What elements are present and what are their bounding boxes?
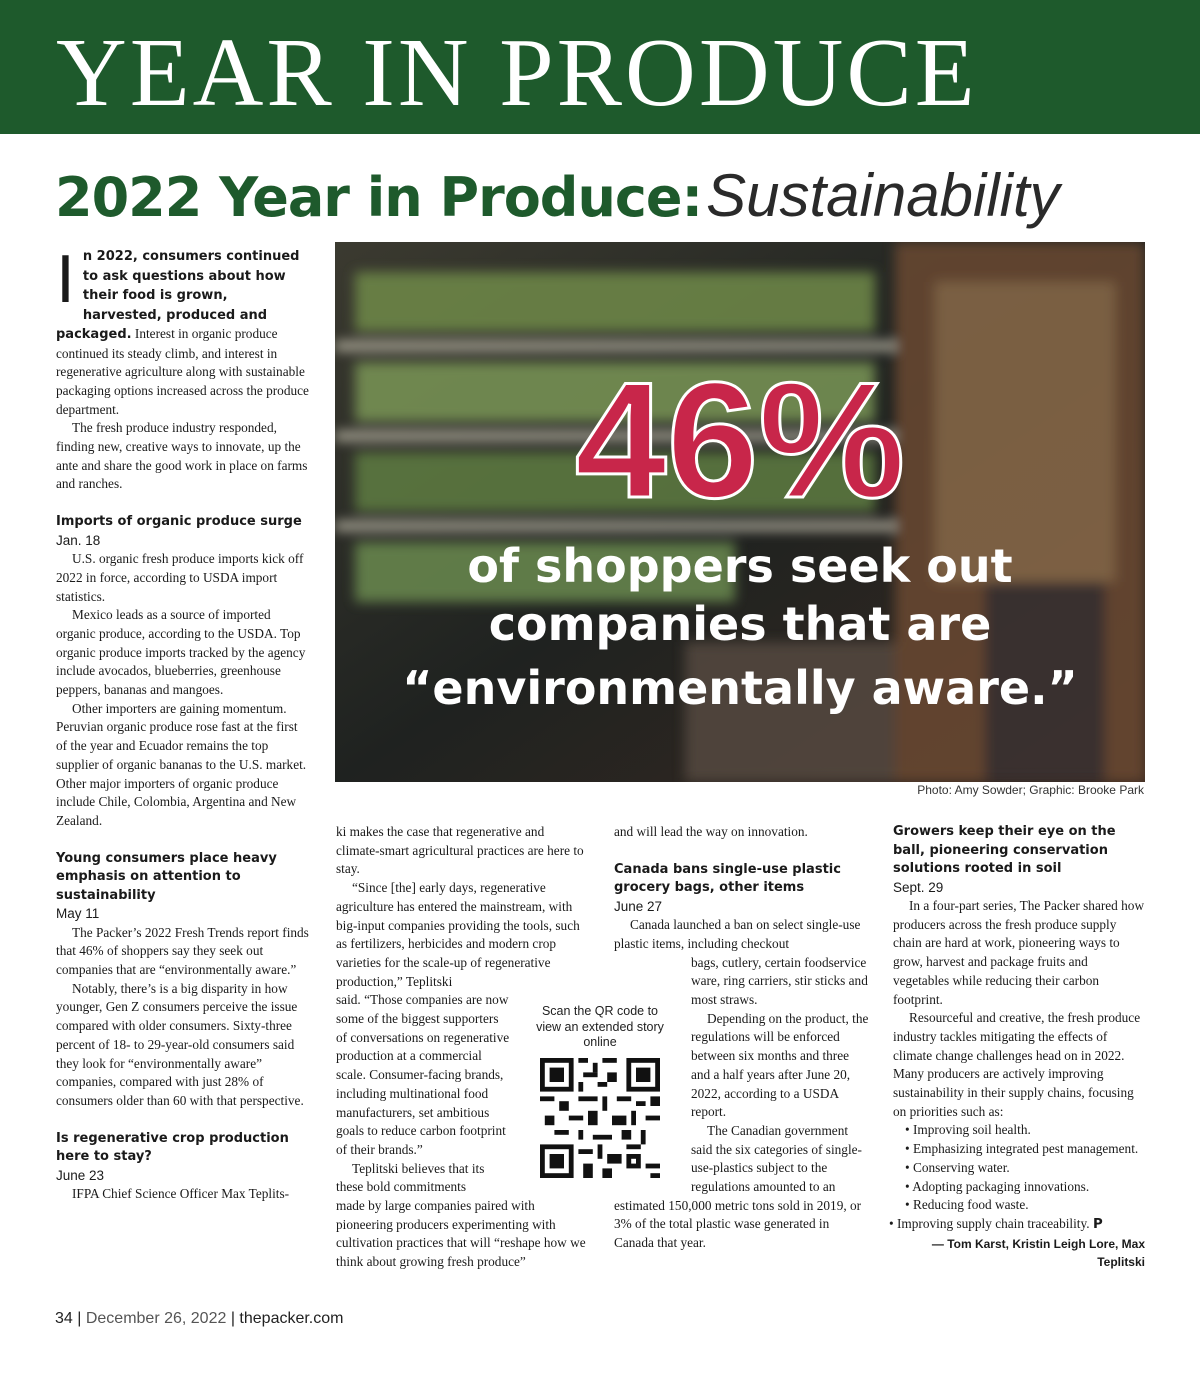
paragraph: U.S. organic fresh produce imports kick off 2022 in force, according to USDA import statistics. — [56, 551, 304, 604]
section-heading: Growers keep their eye on the ball, pioneering conservation solutions rooted in soil — [893, 824, 1116, 876]
stat-number: 46% — [574, 348, 906, 532]
lead-text: Interest in organic produce continued its steady climb, and interest in regenerative agriculture along with sustainable packaging options increased across the produce department. — [56, 326, 309, 417]
section-heading: Imports of organic produce surge — [56, 514, 302, 530]
paragraph: Other importers are gaining momentum. Peruvian organic produce rose fast at the first of the year and Ecuador remains the top supplier of organic bananas to the U.S. market. Other major importers of organic produce include Chile, Colombia, Argentina and New Zealand. — [56, 700, 307, 828]
paragraph: Notably, there’s is a big disparity in how younger, Gen Z consumers perceive the issue compared with older consumers. Sixty-three percent of 18- to 29-year-old consumers said they look for “environmentally aware” companies, compared with just 28% of consumers older than 60 with that perspective. — [56, 980, 304, 1108]
paragraph: “Since [the] early days, regenerative agriculture has entered the mainstream, with big-input companies providing the tools, such as fertilizers, herbicides and modern crop varieties for the scale-up of regenerative production,” Teplitski — [336, 880, 580, 989]
section-date: Jan. 18 — [56, 532, 101, 548]
paragraph: bags, cutlery, certain foodservice ware, ring carriers, stir sticks and most straws. — [691, 954, 868, 1008]
bullet-item: • Emphasizing integrated pest management. — [905, 1141, 1139, 1157]
paragraph: Canada launched a ban on select single-use plastic items, including checkout — [614, 917, 861, 951]
paragraph: In a four-part series, The Packer shared how producers across the fresh produce supply chain are hard at work, pioneering ways to grow, harvest and package fruits and vegetables while reducing their carbon footprint. — [893, 898, 1145, 1007]
paragraph: The Canadian government said the six categories of single-use-plastics subject to the regulations amounted to an — [691, 1122, 862, 1195]
column-1 — [56, 247, 309, 1204]
paragraph: Depending on the product, the regulations will be enforced between six months and three and a half years after June 20, 2022, according to a USDA report. — [691, 1010, 869, 1120]
stat-quote-line: of shoppers seek out — [467, 539, 1013, 593]
qr-caption: Scan the QR code to view an extended story online — [536, 1004, 664, 1049]
paragraph: said. “Those companies are now some of the biggest supporters of conversations on regenerative production at a commercial scale. Consumer-facing brands, including multinational food manufacturers, set ambitious goals to reduce carbon footprint of their brands.” — [336, 992, 510, 1157]
section-heading: Young consumers place heavy emphasis on attention to sustainability — [56, 850, 277, 903]
section-heading: Canada bans single-use plastic grocery bags, other items — [614, 861, 841, 896]
page-footer — [55, 1310, 343, 1328]
photo-graphic — [335, 242, 1145, 782]
bullet-item: • Adopting packaging innovations. — [905, 1178, 1090, 1194]
paragraph: Resourceful and creative, the fresh produce industry tackles mitigating the effects of climate change challenges head on in 2022. Many producers are actively improving sustainability in their supply chains, focusing on priorities such as: — [893, 1010, 1141, 1119]
headline-italic: Sustainability — [706, 162, 1060, 229]
paragraph: IFPA Chief Science Officer Max Teplits- — [72, 1186, 290, 1202]
page-number: 34 — [55, 1310, 73, 1327]
paragraph: made by large companies paired with pioneering producers experimenting with cultivation practices that will “reshape how we think about growing fresh produce” — [336, 1198, 586, 1270]
section-date: May 11 — [56, 906, 100, 922]
photo-credit: Photo: Amy Sowder; Graphic: Brooke Park — [917, 783, 1144, 797]
paragraph: Teplitski believes that its these bold commitments — [336, 1160, 485, 1195]
paragraph: estimated 150,000 metric tons sold in 2019, or 3% of the total plastic wase generated in Canada that year. — [614, 1197, 862, 1251]
paragraph: The fresh produce industry responded, finding new, creative ways to innovate, up the ante and share the good work in place on farms and ranches. — [56, 420, 308, 492]
issue-date: December 26, 2022 — [85, 1310, 227, 1327]
stat-photo — [335, 242, 1145, 782]
section-heading: Is regenerative crop production here to stay? — [56, 1130, 289, 1165]
bullet-item: • Improving soil health. — [905, 1122, 1031, 1138]
paragraph: and will lead the way on innovation. — [614, 824, 808, 839]
bullet-item: • Reducing food waste. — [905, 1197, 1029, 1213]
headline-bold: 2022 Year in Produce: — [55, 166, 703, 229]
banner-title: YEAR IN PRODUCE — [56, 19, 978, 127]
paragraph: Mexico leads as a source of imported organic produce, according to the USDA. Top organic produce imports tracked by the agency include avocados, blueberries, greenhouse peppers, bananas and mangoes. — [56, 607, 306, 698]
stat-quote-line: companies that are — [488, 597, 992, 651]
footer-separator: | — [72, 1310, 86, 1327]
section-date: June 27 — [614, 898, 663, 914]
section-banner — [0, 0, 1200, 134]
column-4 — [889, 823, 1145, 1272]
byline: — Tom Karst, Kristin Leigh Lore, Max Teplitski — [931, 1236, 1145, 1270]
paragraph: ki makes the case that regenerative and climate-smart agricultural practices are here to stay. — [336, 824, 584, 877]
drop-cap: I — [56, 247, 75, 317]
stat-quote-line: “environmentally aware.” — [402, 661, 1078, 715]
section-date: June 23 — [56, 1167, 105, 1183]
article-headline — [55, 160, 1060, 248]
footer-separator: | — [226, 1310, 240, 1327]
lead-bold-text: n 2022, consumers continued to ask questions about how their food is grown, harvested, produced and packaged. — [56, 249, 300, 342]
bullet-item: • Improving supply chain traceability. — [889, 1215, 1090, 1231]
site-link[interactable]: thepacker.com — [239, 1310, 344, 1327]
section-date: Sept. 29 — [893, 879, 944, 895]
end-mark: P — [1092, 1216, 1103, 1232]
bullet-item: • Conserving water. — [905, 1159, 1010, 1175]
qr-code[interactable] — [540, 1058, 660, 1178]
paragraph: The Packer’s 2022 Fresh Trends report finds that 46% of shoppers say they seek out companies that are “environmentally aware.” — [56, 924, 309, 978]
